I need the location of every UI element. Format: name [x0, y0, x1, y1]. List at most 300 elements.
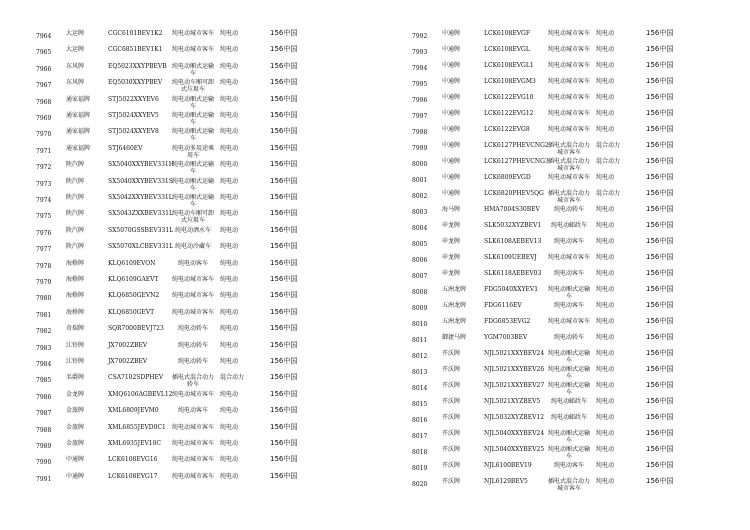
- row-brand: 申龙牌: [442, 254, 461, 261]
- row-model: EQ5023XXYPBEVB: [108, 62, 167, 70]
- row-model: NJL6100BEV19: [484, 462, 532, 469]
- row-category: 156中国: [270, 45, 298, 54]
- row-brand: 陕汽牌: [66, 194, 85, 201]
- row-vehicle-name: 纯电动城市客车: [547, 30, 590, 37]
- row-vehicle-name: 纯电动客车: [177, 407, 208, 415]
- row-number: 7970: [36, 131, 52, 139]
- row-fuel-type: 纯电动: [220, 423, 239, 431]
- row-fuel-type: 纯电动: [596, 126, 615, 133]
- row-vehicle-name: 纯电动洒水车: [174, 226, 211, 234]
- row-brand: 开沃牌: [442, 398, 461, 405]
- row-brand: 申龙牌: [442, 238, 461, 245]
- row-model: LCK6108EVGL: [484, 46, 530, 53]
- row-category: 156中国: [646, 349, 674, 357]
- row-category: 156中国: [270, 455, 298, 464]
- row-fuel-type: 纯电动: [220, 226, 239, 234]
- row-model: NJL5040XXYBEV24: [484, 430, 545, 437]
- row-number: 7996: [412, 97, 428, 104]
- row-number: 7971: [36, 147, 52, 155]
- row-brand: 海马牌: [442, 206, 461, 213]
- row-fuel-type: 纯电动: [596, 478, 615, 485]
- row-brand: 陕汽牌: [66, 177, 85, 185]
- row-number: 8004: [412, 225, 428, 232]
- row-category: 156中国: [270, 225, 298, 234]
- row-brand: 大运牌: [66, 30, 85, 37]
- row-fuel-type: 纯电动: [220, 46, 239, 54]
- row-category: 156中国: [270, 258, 298, 267]
- row-vehicle-name: 纯电动厢式运输车: [171, 194, 214, 208]
- row-model: SLK6109UEBEVJ: [484, 254, 537, 261]
- row-category: 156中国: [270, 422, 298, 431]
- row-fuel-type: 纯电动: [596, 366, 615, 373]
- row-number: 7985: [36, 377, 52, 385]
- row-fuel-type: 纯电动: [220, 341, 239, 349]
- row-brand: 中通牌: [66, 456, 85, 464]
- row-model: CSA7102SDPHEV: [108, 374, 164, 382]
- row-vehicle-name: 纯电动城市客车: [171, 276, 214, 283]
- row-category: 156中国: [270, 275, 298, 283]
- row-fuel-type: 纯电动: [220, 79, 239, 87]
- row-fuel-type: 混合动力: [596, 190, 621, 197]
- row-number: 7975: [36, 213, 52, 221]
- row-fuel-type: 纯电动: [596, 78, 615, 85]
- row-model: SLK6108AEBEV13: [484, 238, 542, 245]
- row-fuel-type: 纯电动: [596, 238, 615, 245]
- row-vehicle-name: 纯电动邮政车: [550, 414, 587, 421]
- row-fuel-type: 纯电动: [596, 206, 615, 213]
- row-number: 7968: [36, 98, 52, 106]
- row-number: 7999: [412, 145, 428, 152]
- row-vehicle-name: 纯电动冷藏车: [174, 243, 211, 251]
- row-category: 156中国: [270, 471, 298, 480]
- row-vehicle-name: 纯电动城市客车: [171, 440, 214, 447]
- row-category: 156中国: [646, 365, 674, 373]
- row-vehicle-name: 纯电动轿车: [177, 341, 208, 349]
- row-brand: 海格牌: [66, 276, 85, 283]
- row-brand: 海格牌: [66, 292, 85, 300]
- row-model: JX7002ZBEV: [108, 358, 148, 365]
- row-brand: 东风牌: [66, 79, 85, 87]
- row-model: LCK6108EVG16: [108, 456, 158, 464]
- row-number: 7976: [36, 229, 52, 237]
- row-brand: 开沃牌: [442, 366, 461, 373]
- row-brand: 海格牌: [66, 308, 85, 316]
- row-fuel-type: 纯电动: [220, 390, 239, 398]
- row-brand: 大运牌: [66, 46, 85, 54]
- row-fuel-type: 纯电动: [596, 334, 615, 341]
- row-vehicle-name: 纯电动客车: [553, 238, 584, 245]
- row-model: SX5040XXYBEV331H: [108, 161, 174, 169]
- row-vehicle-name: 纯电动城市客车: [171, 390, 214, 398]
- row-brand: 中通牌: [442, 190, 461, 197]
- row-category: 156中国: [646, 61, 674, 69]
- row-model: JX7002ZBEV: [108, 341, 148, 349]
- row-vehicle-name: 纯电动城市客车: [547, 94, 590, 101]
- row-brand: 中通牌: [442, 174, 461, 181]
- row-model: SX5040XXYBEV331S: [108, 177, 173, 185]
- row-vehicle-name: 纯电动城市客车: [171, 472, 214, 480]
- row-brand: 江铃牌: [66, 341, 85, 349]
- row-fuel-type: 纯电动: [220, 210, 239, 218]
- row-model: XML6855JEVD0C1: [108, 423, 166, 431]
- row-number: 7986: [36, 393, 52, 401]
- row-brand: 开沃牌: [442, 350, 461, 357]
- row-brand: 通家福牌: [66, 128, 91, 136]
- row-brand: 申龙牌: [442, 222, 461, 229]
- row-brand: 陕汽牌: [66, 210, 85, 218]
- row-vehicle-name: 纯电动厢式运输车: [171, 161, 214, 176]
- row-model: NJL5032XYZBEV12: [484, 414, 545, 421]
- row-fuel-type: 纯电动: [596, 270, 615, 277]
- row-brand: 通家福牌: [66, 112, 91, 119]
- row-vehicle-name: 纯电动城市客车: [171, 46, 214, 54]
- row-model: LCK6108EVGF: [484, 30, 530, 37]
- row-model: XML6935JEV10C: [108, 440, 162, 447]
- row-category: 156中国: [270, 324, 298, 333]
- row-brand: 开沃牌: [442, 430, 461, 437]
- row-brand: 名爵牌: [66, 374, 85, 382]
- row-fuel-type: 纯电动: [220, 30, 239, 37]
- row-number: 8013: [412, 369, 428, 376]
- row-vehicle-name: 纯电动轿车: [177, 358, 208, 365]
- row-model: SLK5032XYZBEV1: [484, 222, 542, 229]
- row-vehicle-name: 纯电动客车: [177, 259, 208, 267]
- row-number: 8003: [412, 209, 428, 216]
- row-category: 156中国: [270, 340, 298, 349]
- row-vehicle-name: 纯电动城市客车: [547, 46, 590, 53]
- row-fuel-type: 混合动力: [220, 374, 245, 382]
- row-category: 156中国: [646, 77, 674, 85]
- row-vehicle-name: 纯电动车厢可卸式垃圾车: [171, 210, 214, 225]
- row-category: 156中国: [270, 29, 298, 37]
- row-number: 7969: [36, 115, 52, 122]
- row-vehicle-name: 纯电动厢式运输车: [171, 112, 214, 126]
- row-model: STJ5024XXYEV5: [108, 112, 159, 119]
- row-number: 7977: [36, 246, 52, 254]
- row-brand: 金旅牌: [66, 423, 85, 431]
- row-vehicle-name: 纯电动城市客车: [171, 423, 214, 431]
- row-model: CGC6851BEV1K1: [108, 46, 163, 54]
- row-category: 156中国: [270, 160, 298, 169]
- row-model: XML6809JEVM0: [108, 407, 159, 415]
- row-category: 156中国: [646, 381, 674, 389]
- row-vehicle-name: 纯电动轿车: [177, 325, 208, 333]
- row-model: KLQ6109GAEVT: [108, 276, 159, 283]
- row-model: SX5043ZXXBEV331L: [108, 210, 173, 218]
- row-model: SX5070GSSBEV331L: [108, 226, 174, 234]
- row-vehicle-name: 纯电动厢式运输车: [547, 350, 590, 364]
- row-fuel-type: 纯电动: [220, 259, 239, 267]
- row-number: 7993: [412, 49, 428, 56]
- row-fuel-type: 纯电动: [596, 350, 615, 357]
- row-vehicle-name: 纯电动厢式运输车: [171, 128, 214, 143]
- row-fuel-type: 纯电动: [596, 446, 615, 453]
- row-vehicle-name: 纯电动厢式运输车: [171, 95, 214, 110]
- row-model: NJL5021XXYBEV24: [484, 350, 545, 357]
- row-fuel-type: 纯电动: [596, 46, 615, 53]
- row-number: 8010: [412, 321, 428, 328]
- row-fuel-type: 纯电动: [220, 95, 239, 103]
- row-model: SLK6118AEBEV03: [484, 270, 542, 277]
- row-model: LCK6820PHEV5QG: [484, 190, 544, 197]
- row-model: LCK6127PHEVCNG3: [484, 158, 549, 165]
- row-fuel-type: 纯电动: [596, 398, 615, 405]
- row-fuel-type: 纯电动: [596, 382, 615, 389]
- row-vehicle-name: 插电式混合动力城市客车: [547, 142, 590, 156]
- row-category: 156中国: [270, 143, 298, 152]
- row-category: 156中国: [270, 357, 298, 365]
- row-brand: 中通牌: [442, 158, 461, 165]
- row-number: 8008: [412, 289, 428, 296]
- row-brand: 中通牌: [442, 78, 461, 85]
- row-category: 156中国: [646, 429, 674, 437]
- row-model: STJ5022XXYEV6: [108, 95, 159, 103]
- row-number: 7991: [36, 475, 52, 483]
- row-category: 156中国: [270, 291, 298, 300]
- row-number: 7989: [36, 443, 52, 450]
- row-category: 156中国: [270, 406, 298, 415]
- row-fuel-type: 纯电动: [596, 94, 615, 101]
- row-category: 156中国: [270, 176, 298, 185]
- row-fuel-type: 纯电动: [220, 325, 239, 333]
- row-vehicle-name: 插电式混合动力城市客车: [547, 478, 590, 492]
- row-vehicle-name: 纯电动厢式运输车: [171, 62, 214, 77]
- row-model: NJL5021XYZBEV5: [484, 398, 541, 405]
- row-number: 8002: [412, 193, 428, 200]
- row-number: 8018: [412, 449, 428, 456]
- row-category: 156中国: [646, 109, 674, 117]
- row-vehicle-name: 纯电动城市客车: [171, 308, 214, 316]
- row-category: 156中国: [646, 221, 674, 229]
- row-category: 156中国: [646, 125, 674, 133]
- row-model: HMA7004S30BEV: [484, 206, 540, 213]
- row-vehicle-name: 纯电动城市客车: [547, 126, 590, 133]
- row-brand: 通家福牌: [66, 95, 91, 103]
- row-fuel-type: 纯电动: [220, 144, 239, 152]
- row-model: KLQ6850GEVN2: [108, 292, 160, 300]
- row-model: FDG6116EV: [484, 302, 522, 309]
- row-brand: 中通牌: [442, 142, 461, 149]
- row-category: 156中国: [270, 78, 298, 87]
- row-model: YGM7003BEV: [484, 334, 528, 341]
- row-vehicle-name: 纯电动邮政车: [550, 398, 587, 405]
- row-category: 156中国: [270, 193, 298, 201]
- row-brand: 中通牌: [442, 30, 461, 37]
- row-vehicle-name: 纯电动厢式运输车: [547, 366, 590, 380]
- row-model: FDG6853EVG2: [484, 318, 531, 325]
- row-number: 7988: [36, 426, 52, 434]
- row-brand: 中通牌: [442, 46, 461, 53]
- row-fuel-type: 纯电动: [220, 440, 239, 447]
- row-model: LCK6122EVG8: [484, 126, 530, 133]
- row-number: 8012: [412, 353, 428, 360]
- row-brand: 中通牌: [442, 126, 461, 133]
- row-model: SQR7000BEVJ723: [108, 325, 164, 333]
- row-vehicle-name: 纯电动城市客车: [547, 318, 590, 325]
- row-brand: 五洲龙牌: [442, 286, 467, 293]
- row-category: 156中国: [646, 237, 674, 245]
- row-fuel-type: 纯电动: [596, 254, 615, 261]
- row-brand: 金龙牌: [66, 390, 85, 398]
- row-fuel-type: 纯电动: [596, 222, 615, 229]
- row-vehicle-name: 纯电动厢式运输车: [547, 382, 590, 396]
- row-vehicle-name: 纯电动城市客车: [171, 292, 214, 300]
- row-number: 7983: [36, 344, 52, 352]
- row-category: 156中国: [646, 141, 674, 149]
- row-model: LCK6108EVGL1: [484, 62, 534, 69]
- row-vehicle-name: 纯电动客车: [553, 302, 584, 309]
- row-category: 156中国: [646, 93, 674, 101]
- row-vehicle-name: 插电式混合动力城市客车: [547, 158, 590, 172]
- row-vehicle-name: 纯电动车厢可卸式垃圾车: [171, 79, 214, 94]
- row-model: KLQ6109EVON: [108, 259, 156, 267]
- row-fuel-type: 纯电动: [220, 243, 239, 251]
- row-vehicle-name: 纯电动厢式运输车: [171, 177, 214, 192]
- row-category: 156中国: [646, 253, 674, 261]
- row-brand: 御捷马牌: [442, 334, 467, 341]
- row-model: KLQ6850GEVT: [108, 308, 155, 316]
- row-number: 8017: [412, 433, 428, 440]
- row-number: 7966: [36, 65, 52, 73]
- row-model: STJ5024XXYEV8: [108, 128, 159, 136]
- row-vehicle-name: 纯电动城市客车: [547, 62, 590, 69]
- row-fuel-type: 纯电动: [596, 286, 615, 293]
- row-category: 156中国: [646, 317, 674, 325]
- row-number: 8006: [412, 257, 428, 264]
- row-number: 8005: [412, 241, 428, 248]
- row-category: 156中国: [646, 29, 674, 37]
- row-category: 156中国: [270, 209, 298, 218]
- row-fuel-type: 纯电动: [220, 456, 239, 464]
- row-number: 8007: [412, 273, 428, 280]
- row-fuel-type: 纯电动: [220, 194, 239, 201]
- row-number: 7974: [36, 197, 52, 204]
- row-brand: 开沃牌: [442, 414, 461, 421]
- row-vehicle-name: 插电式混合动力轿车: [171, 374, 214, 389]
- row-brand: 中通牌: [442, 62, 461, 69]
- row-number: 7978: [36, 262, 52, 270]
- row-fuel-type: 纯电动: [220, 276, 239, 283]
- row-number: 7987: [36, 410, 52, 418]
- row-category: 156中国: [646, 477, 674, 485]
- row-model: SX5070XLCBEV331L: [108, 243, 174, 251]
- row-fuel-type: 纯电动: [220, 407, 239, 415]
- row-brand: 金旅牌: [66, 440, 85, 447]
- row-category: 156中国: [270, 389, 298, 398]
- row-number: 7990: [36, 459, 52, 467]
- row-category: 156中国: [270, 373, 298, 382]
- row-model: LCK6127PHEVCNG2: [484, 142, 549, 149]
- row-category: 156中国: [270, 307, 298, 316]
- row-model: NJL5021XXYBEV26: [484, 366, 545, 373]
- row-number: 8019: [412, 465, 428, 472]
- row-vehicle-name: 纯电动客车: [553, 270, 584, 277]
- row-brand: 通家福牌: [66, 144, 91, 152]
- row-category: 156中国: [270, 94, 298, 103]
- row-category: 156中国: [646, 205, 674, 213]
- row-number: 8020: [412, 481, 428, 488]
- row-number: 8016: [412, 417, 428, 424]
- row-fuel-type: 纯电动: [596, 62, 615, 69]
- row-category: 156中国: [646, 445, 674, 453]
- row-brand: 申龙牌: [442, 270, 461, 277]
- row-number: 7994: [412, 65, 428, 72]
- row-model: EQ5030XXYPBEV: [108, 79, 163, 87]
- row-category: 156中国: [646, 413, 674, 421]
- row-category: 156中国: [646, 269, 674, 277]
- row-fuel-type: 纯电动: [220, 177, 239, 185]
- row-model: CGC6101BEV1K2: [108, 30, 163, 37]
- row-brand: 陕汽牌: [66, 161, 85, 169]
- row-number: 7981: [36, 311, 52, 319]
- row-number: 8014: [412, 385, 428, 392]
- row-vehicle-name: 纯电动城市客车: [547, 110, 590, 117]
- row-model: XMQ6106AGBEVL12: [108, 390, 173, 398]
- row-brand: 陕汽牌: [66, 243, 85, 251]
- row-number: 7973: [36, 180, 52, 188]
- row-vehicle-name: 插电式混合动力城市客车: [547, 190, 590, 204]
- row-fuel-type: 纯电动: [220, 292, 239, 300]
- row-brand: 五洲龙牌: [442, 318, 467, 325]
- row-vehicle-name: 纯电动客车: [553, 462, 584, 469]
- row-category: 156中国: [270, 439, 298, 447]
- row-category: 156中国: [646, 173, 674, 181]
- row-category: 156中国: [646, 301, 674, 309]
- row-vehicle-name: 纯电动城市客车: [547, 174, 590, 181]
- row-model: LCK6122EVG12: [484, 110, 534, 117]
- row-number: 7980: [36, 295, 52, 303]
- row-number: 7964: [36, 33, 52, 40]
- row-fuel-type: 纯电动: [596, 462, 615, 469]
- row-number: 7965: [36, 49, 52, 57]
- row-number: 8009: [412, 305, 428, 312]
- row-fuel-type: 混合动力: [596, 158, 621, 165]
- row-number: 7972: [36, 164, 52, 172]
- row-model: LCK6108EVG17: [108, 472, 158, 480]
- row-category: 156中国: [646, 189, 674, 197]
- row-model: SX5042XXYBEV331L: [108, 194, 173, 201]
- row-fuel-type: 纯电动: [220, 62, 239, 70]
- row-fuel-type: 纯电动: [220, 472, 239, 480]
- row-vehicle-name: 纯电动多用途乘用车: [171, 144, 214, 159]
- row-number: 8000: [412, 161, 428, 168]
- row-number: 7992: [412, 33, 428, 40]
- row-fuel-type: 纯电动: [596, 414, 615, 421]
- row-brand: 开沃牌: [442, 462, 461, 469]
- row-vehicle-name: 纯电动邮政车: [550, 222, 587, 229]
- row-vehicle-name: 纯电动厢式运输车: [547, 430, 590, 444]
- row-number: 7967: [36, 82, 52, 90]
- row-number: 8015: [412, 401, 428, 408]
- row-category: 156中国: [646, 461, 674, 469]
- row-number: 7995: [412, 81, 428, 88]
- row-number: 8011: [412, 337, 428, 344]
- row-category: 156中国: [270, 127, 298, 136]
- row-number: 7984: [36, 361, 52, 368]
- row-brand: 开沃牌: [442, 478, 461, 485]
- row-model: LCK6809EVGD: [484, 174, 531, 181]
- row-model: STJ6460EV: [108, 144, 143, 152]
- row-fuel-type: 混合动力: [596, 142, 621, 149]
- row-fuel-type: 纯电动: [220, 128, 239, 136]
- row-fuel-type: 纯电动: [596, 110, 615, 117]
- row-vehicle-name: 纯电动厢式运输车: [547, 286, 590, 300]
- row-vehicle-name: 纯电动城市客车: [547, 254, 590, 261]
- row-brand: 东风牌: [66, 62, 85, 70]
- row-fuel-type: 纯电动: [596, 174, 615, 181]
- row-number: 7979: [36, 279, 52, 286]
- row-category: 156中国: [270, 111, 298, 119]
